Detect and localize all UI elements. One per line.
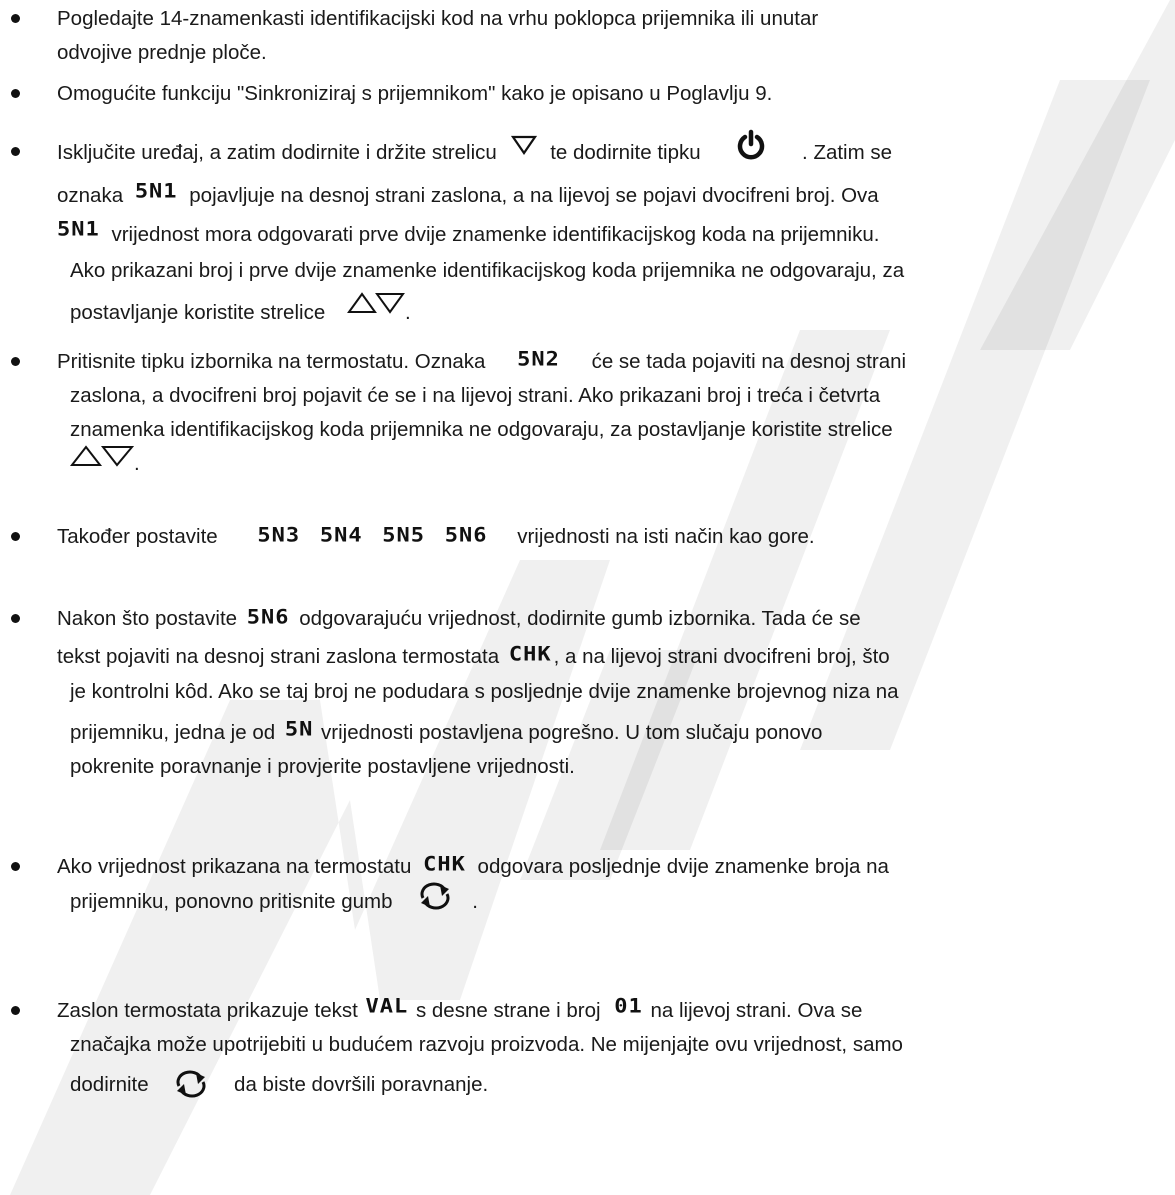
text: dodirnite xyxy=(70,1072,149,1096)
lcd-sn2: 5N2 xyxy=(517,347,560,371)
sync-icon xyxy=(418,882,452,919)
text: vrijednosti na isti način kao gore. xyxy=(517,525,815,548)
line: Omogućite funkciju "Sinkroniziraj s prijemnikom" kako je opisano u Poglavlju 9. xyxy=(57,82,773,105)
text: Također postavite xyxy=(57,525,218,548)
lcd-01: 01 xyxy=(614,994,643,1018)
line: pokrenite poravnanje i provjerite postavljene vrijednosti. xyxy=(70,755,575,778)
line xyxy=(57,996,862,1026)
bullet xyxy=(11,89,20,98)
text: vrijednost mora odgovarati prve dvije znamenke identifikacijskog koda na prijemniku. xyxy=(111,223,880,246)
line xyxy=(57,181,879,211)
up-down-arrows-icon xyxy=(70,445,134,476)
lcd-val: VAL xyxy=(365,994,409,1018)
text: Zaslon termostata prikazuje tekst xyxy=(57,999,358,1022)
lcd-sn3: 5N3 xyxy=(257,523,301,547)
line xyxy=(57,604,861,634)
sync-icon xyxy=(174,1070,208,1107)
line xyxy=(57,347,906,377)
bullet xyxy=(11,14,20,23)
line xyxy=(70,298,411,328)
lcd-sn1: 5N1 xyxy=(134,179,178,203)
bullet xyxy=(11,862,20,871)
line xyxy=(57,217,880,250)
text: odgovarajuću vrijednost, dodirnite gumb izbornika. Tada će se xyxy=(299,607,861,630)
line xyxy=(57,642,890,672)
text: će se tada pojaviti na desnoj strani xyxy=(591,350,907,373)
lcd-sn6: 5N6 xyxy=(444,523,488,547)
line: Pogledajte 14-znamenkasti identifikacijski kod na vrhu poklopca prijemnika ili unutar xyxy=(57,7,819,30)
text: Pritisnite tipku izbornika na termostatu. Oznaka xyxy=(57,350,486,373)
down-arrow-icon xyxy=(511,134,537,164)
line: odvojive prednje ploče. xyxy=(57,41,267,64)
text: te dodirnite tipku xyxy=(550,140,701,164)
lcd-sn4: 5N4 xyxy=(319,523,363,547)
bullet xyxy=(11,1006,20,1015)
line xyxy=(57,522,815,552)
bullet xyxy=(11,532,20,541)
text: . xyxy=(472,889,478,913)
text: . Zatim se xyxy=(802,140,893,164)
lcd-sn5: 5N5 xyxy=(382,523,426,547)
line: je kontrolni kôd. Ako se taj broj ne podudara s posljednje dvije znamenke brojevnog niza na xyxy=(70,680,899,703)
text: . xyxy=(404,301,411,324)
text: tekst pojaviti na desnoj strani zaslona termostata xyxy=(57,645,500,668)
text: odgovara posljednje dvije znamenke broja na xyxy=(477,855,889,878)
text: s desne strane i broj xyxy=(415,999,601,1022)
bullet xyxy=(11,147,20,156)
line: Ako prikazani broj i prve dvije znamenke identifikacijskog koda prijemnika ne odgovaraju, za xyxy=(70,259,905,282)
text: pojavljuje na desnoj strani zaslona, a na lijevoj se pojavi dvocifreni broj. Ova xyxy=(189,184,879,207)
text: da biste dovršili poravnanje. xyxy=(234,1072,489,1096)
text: na lijevoj strani. Ova se xyxy=(650,999,863,1022)
text: . xyxy=(134,452,140,475)
lcd-chk: CHK xyxy=(423,852,466,876)
bullet xyxy=(11,614,20,623)
lcd-chk: CHK xyxy=(508,642,552,666)
line xyxy=(57,852,889,882)
text: Ako vrijednost prikazana na termostatu xyxy=(57,855,412,878)
line xyxy=(70,1064,488,1094)
power-icon xyxy=(736,129,766,170)
text: vrijednosti postavljena pogrešno. U tom slučaju ponovo xyxy=(321,721,823,744)
line: znamenka identifikacijskog koda prijemnika ne odgovaraju, za postavljanje koristite strelice xyxy=(70,418,893,441)
text: prijemniku, ponovno pritisnite gumb xyxy=(70,889,393,913)
line xyxy=(70,718,822,748)
line xyxy=(57,137,892,167)
lcd-sn6: 5N6 xyxy=(246,605,290,629)
text: oznaka xyxy=(57,184,124,207)
text: prijemniku, jedna je od xyxy=(70,721,276,744)
line: značajka može upotrijebiti u budućem razvoju proizvoda. Ne mijenjajte ovu vrijednost, samo xyxy=(70,1033,903,1056)
line xyxy=(70,449,140,479)
lcd-sn: 5N xyxy=(284,717,314,741)
lcd-sn1: 5N1 xyxy=(57,217,100,241)
line xyxy=(70,886,478,916)
line: zaslona, a dvocifreni broj pojavit će se i na lijevoj strani. Ako prikazani broj i treća i četvrta xyxy=(70,384,881,407)
text: , a na lijevoj strani dvocifreni broj, što xyxy=(553,645,890,668)
text: postavljanje koristite strelice xyxy=(70,301,326,324)
bullet xyxy=(11,357,20,366)
text: Isključite uređaj, a zatim dodirnite i držite strelicu xyxy=(57,140,497,164)
up-down-arrows-icon xyxy=(347,292,405,323)
text: Nakon što postavite xyxy=(57,607,238,630)
